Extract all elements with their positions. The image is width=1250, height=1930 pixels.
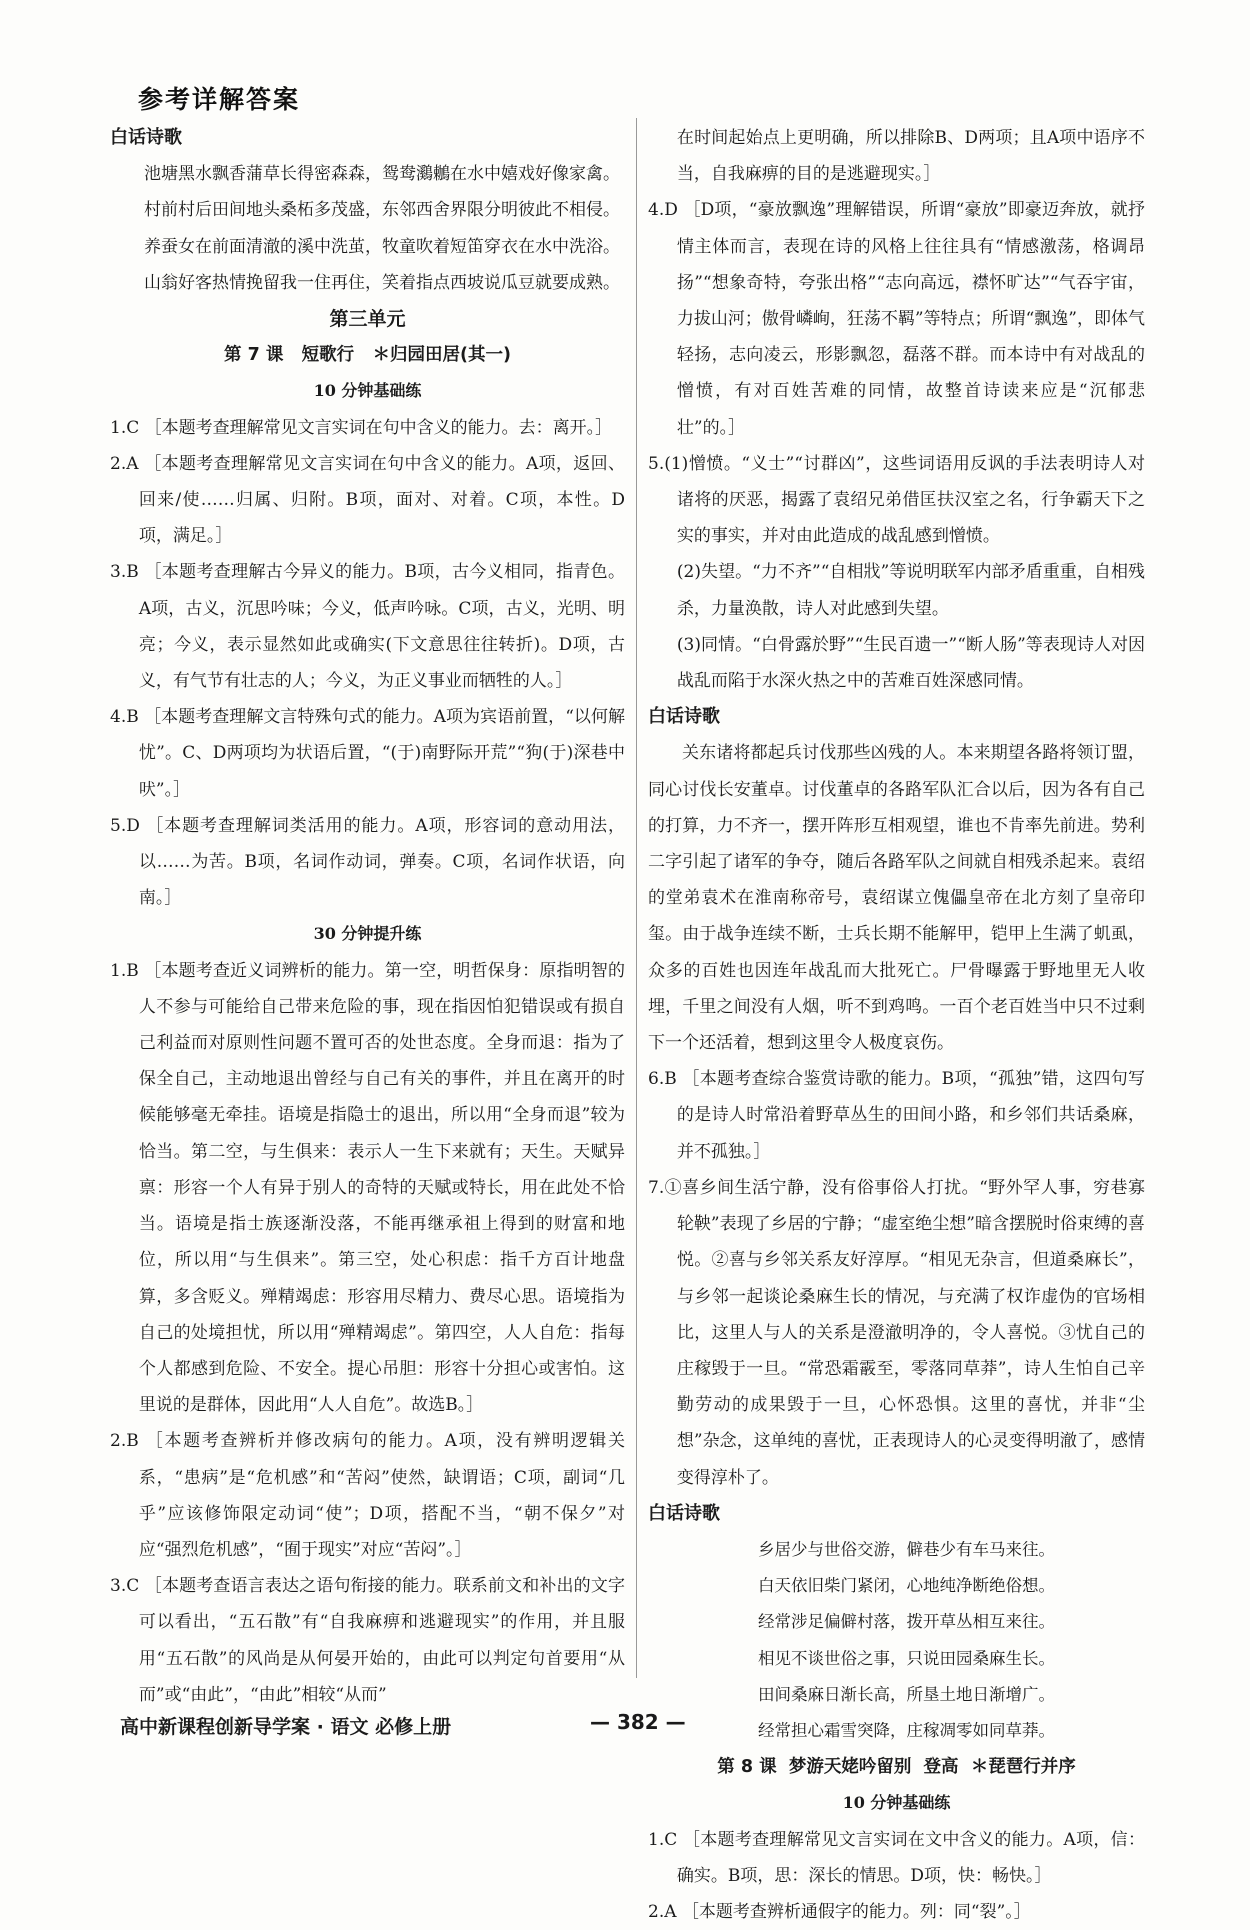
poem-line: 田间桑麻日渐长高，所垦土地日渐增广。 (758, 1684, 1055, 1704)
poem-line: 相见不谈世俗之事，只说田园桑麻生长。 (758, 1648, 1055, 1668)
section-subtitle: 白话诗歌 (648, 706, 720, 728)
answer-item: 2.B ［本题考查辨析并修改病句的能力。A项，没有辨明逻辑关系，“患病”是“危机感”和“苦闷”使然，缺谓语；C项，副词“几乎”应该修饰限定动词“使”；D项，搭配不当，“朝不保夕”对应“强烈危机感”，“囿于现实”对应“苦闷”。］ (110, 1431, 625, 1560)
answer-item: 2.A ［本题考查辨析通假字的能力。列：同“裂”。］ (648, 1901, 1031, 1922)
answer-item: 1.C ［本题考查理解常见文言实词在文中含义的能力。A项，信：确实。B项，思：深长的情思。D项，快：畅快。］ (648, 1829, 1145, 1886)
left-column (110, 120, 625, 1713)
drill-title: 10 分钟基础练 (313, 381, 422, 401)
poem-line: 山翁好客热情挽留我一住再住，笑着指点西坡说瓜豆就要成熟。 (144, 272, 620, 293)
answer-item: (3)同情。“白骨露於野”“生民百遗一”“断人肠”等表现诗人对因战乱而陷于水深火热之中的苦难百姓深感同情。 (676, 634, 1145, 692)
poem-line: 池塘黑水飘香蒲草长得密森森，鸳鸯鸂鶒在水中嬉戏好像家禽。 (144, 164, 620, 185)
answer-item: 2.A ［本题考查理解常见文言实词在句中含义的能力。A项，返回、回来/使……归属、归附。B项，面对、对着。C项，本性。D项，满足。］ (110, 453, 625, 547)
footer-book-title: 高中新课程创新导学案 · 语文 必修上册 (120, 1716, 452, 1738)
page-header: 参考详解答案 (138, 85, 301, 114)
answer-item: 3.C ［本题考查语言表达之语句衔接的能力。联系前文和补出的文字可以看出，“五石散”有“自我麻痹和逃避现实”的作用，并且服用“五石散”的风尚是从何晏开始的，由此可以判定句首要用“从而”或“由此”，“由此”相较“从而” (110, 1576, 625, 1705)
answer-item: 4.B ［本题考查理解文言特殊句式的能力。A项为宾语前置，“以何解忧”。C、D两项均为状语后置，“(于)南野际开荒”“狗(于)深巷中吠”。］ (110, 707, 625, 800)
page-number: — 382 — (590, 1710, 686, 1734)
answer-item: 3.B ［本题考查理解古今异义的能力。B项，古今义相同，指青色。A项，古义，沉思吟味；今义，低声吟咏。C项，古义，光明、明亮；今义，表示显然如此或确实(下文意思往往转折)。D项，古义，有气节有壮志的人；今义，为正义事业而牺牲的人。］ (110, 562, 625, 692)
drill-title: 30 分钟提升练 (313, 924, 422, 944)
answer-item: 7.①喜乡间生活宁静，没有俗事俗人打扰。“野外罕人事，穷巷寡轮鞅”表现了乡居的宁静；“虚室绝尘想”暗含摆脱时俗束缚的喜悦。②喜与乡邻关系友好淳厚。“相见无杂言，但道桑麻长”，与乡邻一起谈论桑麻生长的情况，与充满了权诈虚伪的官场相比，这里人与人的关系是澄澈明净的，令人喜悦。③忧自己的庄稼毁于一旦。“常恐霜霰至，零落同草莽”，诗人生怕自己辛勤劳动的成果毁于一旦，心怀恐惧。这里的喜忧，并非“尘想”杂念，这单纯的喜忧，正表现诗人的心灵变得明澈了，感情变得淳朴了。 (648, 1177, 1145, 1488)
answer-item: (2)失望。“力不齐”“自相戕”等说明联军内部矛盾重重，自相残杀，力量涣散，诗人对此感到失望。 (676, 562, 1145, 619)
answer-item: 5.D ［本题考查理解词类活用的能力。A项，形容词的意动用法，以……为苦。B项，名词作动词，弹奏。C项，名词作状语，向南。］ (110, 815, 625, 909)
answer-item: 1.C ［本题考查理解常见文言实词在句中含义的能力。去：离开。］ (110, 417, 613, 438)
poem-translation: 关东诸将都起兵讨伐那些凶残的人。本来期望各路将领订盟，同心讨伐长安董卓。讨伐董卓的各路军队汇合以后，因为各有自己的打算，力不齐一，摆开阵形互相观望，谁也不肯率先前进。势利二字引起了诸军的争夺，随后各路军队之间就自相残杀起来。袁绍的堂弟袁术在淮南称帝号，袁绍谋立傀儡皇帝在北方刻了皇帝印玺。由于战争连续不断，士兵长期不能解甲，铠甲上生满了虮虱，众多的百姓也因连年战乱而大批死亡。尸骨曝露于野地里无人收埋，千里之间没有人烟，听不到鸡鸣。一百个老百姓当中只不过剩下一个还活着，想到这里令人极度哀伤。 (648, 743, 1145, 1054)
section-subtitle: 白话诗歌 (110, 127, 182, 148)
unit-title: 第三单元 (329, 308, 406, 331)
right-column (648, 120, 1145, 1930)
answer-item: 1.B ［本题考查近义词辨析的能力。第一空，明哲保身：原指明智的人不参与可能给自己带来危险的事，现在指因怕犯错误或有损自己利益而对原则性问题不置可否的处世态度。全身而退：指为了保全自己，主动地退出曾经与自己有关的事件，并且在离开的时候能够毫无牵挂。语境是指隐士的退出，所以用“全身而退”较为恰当。第二空，与生俱来：表示人一生下来就有；天生。天赋异禀：形容一个人有异于别人的奇特的天赋或特长，用在此处不恰当。语境是指士族逐渐没落，不能再继承祖上得到的财富和地位，所以用“与生俱来”。第三空，处心积虑：指千方百计地盘算，多含贬义。殚精竭虑：形容用尽精力、费尽心思。语境指为自己的处境担忧，所以用“殚精竭虑”。第四空，人人自危：指每个人都感到危险、不安全。提心吊胆：形容十分担心或害怕。这里说的是群体，因此用“人人自危”。故选B。］ (110, 960, 625, 1416)
poem-line: 白天依旧柴门紧闭，心地纯净断绝俗想。 (758, 1576, 1055, 1596)
poem-line: 养蚕女在前面清澈的溪中洗茧，牧童吹着短笛穿衣在水中洗浴。 (144, 236, 620, 257)
answer-item: 4.D ［D项，“豪放飘逸”理解错误，所谓“豪放”即豪迈奔放，就抒情主体而言，表现在诗的风格上往往具有“情感激荡，格调昂扬”“想象奇特，夸张出格”“志向高远，襟怀旷达”“气吞宇宙，力拔山河；傲骨嶙峋，狂荡不羁”等特点；所谓“飘逸”，即体气轻扬，志向凌云，形影飘忽，磊落不群。而本诗中有对战乱的憎愤，有对百姓苦难的同情，故整首诗读来应是“沉郁悲壮”的。］ (648, 200, 1145, 438)
lesson-title: 第 7 课 短歌行 ＊归园田居(其一) (224, 345, 511, 366)
column-divider (636, 118, 637, 1678)
poem-line: 乡居少与世俗交游，僻巷少有车马来往。 (758, 1539, 1055, 1559)
answer-item: 5.(1)憎愤。“义士”“讨群凶”，这些词语用反讽的手法表明诗人对诸将的厌恶，揭露了袁绍兄弟借匡扶汉室之名，行争霸天下之实的事实，并对由此造成的战乱感到憎愤。 (648, 453, 1145, 547)
answer-item: 6.B ［本题考查综合鉴赏诗歌的能力。B项，“孤独”错，这四句写的是诗人时常沿着野草丛生的田间小路，和乡邻们共话桑麻，并不孤独。］ (648, 1069, 1145, 1162)
answer-continuation: 在时间起始点上更明确，所以排除B、D两项；且A项中语序不当，自我麻痹的目的是逃避现实。］ (676, 128, 1145, 185)
poem-line: 经常担心霜雪突降，庄稼凋零如同草莽。 (758, 1720, 1055, 1740)
poem-line: 经常涉足偏僻村落，拨开草丛相互来往。 (758, 1612, 1055, 1632)
section-subtitle: 白话诗歌 (648, 1502, 720, 1524)
drill-title: 10 分钟基础练 (842, 1793, 951, 1813)
lesson-title: 第 8 课 梦游天姥吟留别 登高 ＊琵琶行并序 (717, 1757, 1076, 1778)
poem-line: 村前村后田间地头桑柘多茂盛，东邻西舍界限分明彼此不相侵。 (144, 200, 620, 221)
